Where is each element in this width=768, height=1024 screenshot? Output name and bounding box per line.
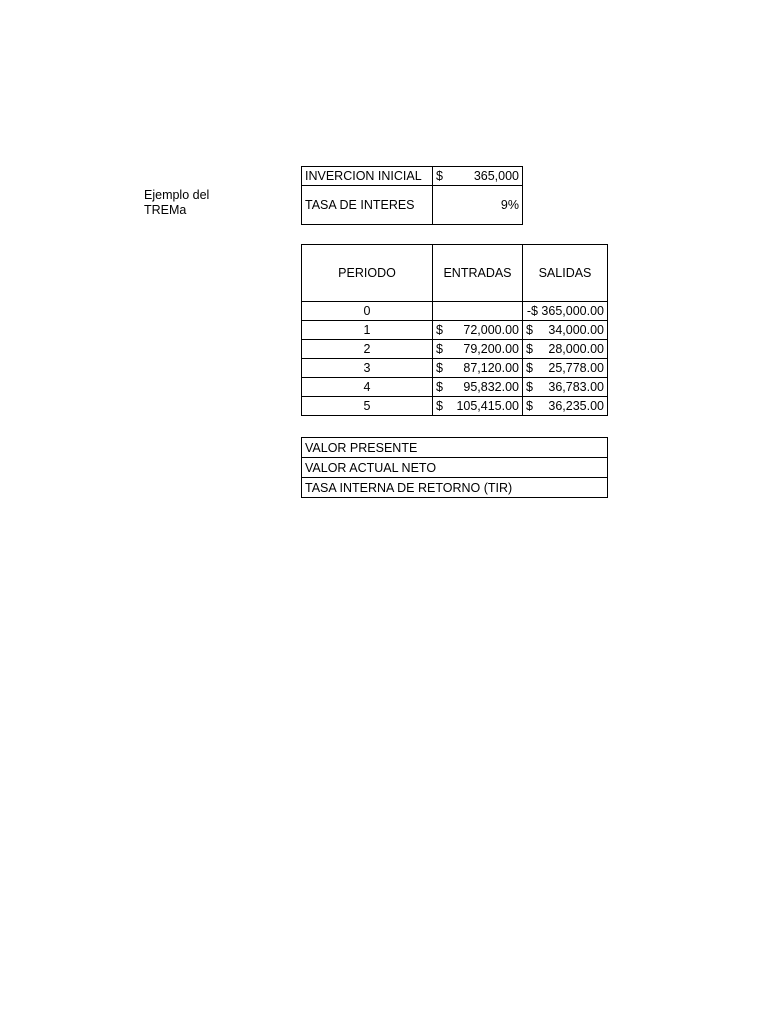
investment-value: 365,000 xyxy=(473,169,519,183)
header-periodo[interactable]: PERIODO xyxy=(302,245,433,302)
period-cell[interactable]: 5 xyxy=(302,397,433,416)
inflow-cell[interactable] xyxy=(433,359,523,378)
result-row xyxy=(302,478,608,498)
rate-label[interactable]: TASA DE INTERES xyxy=(302,186,433,225)
table-row xyxy=(302,359,608,378)
outflow-value: 34,000.00 xyxy=(548,323,604,337)
outflow-value: 36,783.00 xyxy=(548,380,604,394)
tir-cell[interactable]: TASA INTERNA DE RETORNO (TIR) xyxy=(302,478,608,498)
currency-symbol: $ xyxy=(436,380,443,394)
period-cell[interactable]: 0 xyxy=(302,302,433,321)
currency-symbol: $ xyxy=(436,342,443,356)
table-row xyxy=(302,302,608,321)
period-cell[interactable]: 4 xyxy=(302,378,433,397)
currency-symbol: $ xyxy=(526,323,533,337)
outflow-cell[interactable] xyxy=(523,321,608,340)
valor-actual-neto-cell[interactable]: VALOR ACTUAL NETO xyxy=(302,458,608,478)
table-row xyxy=(302,321,608,340)
inflow-value: 95,832.00 xyxy=(463,380,519,394)
rate-row xyxy=(302,186,523,225)
investment-row xyxy=(302,167,523,186)
currency-symbol: $ xyxy=(526,380,533,394)
currency-symbol: $ xyxy=(436,399,443,413)
outflow-value: 25,778.00 xyxy=(548,361,604,375)
currency-symbol: $ xyxy=(436,323,443,337)
inflow-value: 87,120.00 xyxy=(463,361,519,375)
investment-value-cell[interactable] xyxy=(433,167,523,186)
header-entradas[interactable]: ENTRADAS xyxy=(433,245,523,302)
results-table xyxy=(301,437,608,498)
currency-symbol: $ xyxy=(526,361,533,375)
inputs-table xyxy=(301,166,523,225)
inflow-cell[interactable] xyxy=(433,302,523,321)
currency-symbol: $ xyxy=(436,361,443,375)
outflow-cell[interactable] xyxy=(523,378,608,397)
initial-outflow-cell[interactable]: -$ 365,000.00 xyxy=(523,302,608,321)
header-salidas[interactable]: SALIDAS xyxy=(523,245,608,302)
result-row xyxy=(302,458,608,478)
period-cell[interactable]: 1 xyxy=(302,321,433,340)
outflow-cell[interactable] xyxy=(523,340,608,359)
outflow-cell[interactable] xyxy=(523,359,608,378)
inflow-cell[interactable] xyxy=(433,321,523,340)
table-row xyxy=(302,378,608,397)
period-cell[interactable]: 3 xyxy=(302,359,433,378)
inflow-cell[interactable] xyxy=(433,340,523,359)
inflow-value: 72,000.00 xyxy=(463,323,519,337)
period-cell[interactable]: 2 xyxy=(302,340,433,359)
currency-symbol: $ xyxy=(526,399,533,413)
cash-flow-table xyxy=(301,244,608,416)
inflow-value: 79,200.00 xyxy=(463,342,519,356)
table-header-row xyxy=(302,245,608,302)
inflow-cell[interactable] xyxy=(433,397,523,416)
table-row xyxy=(302,340,608,359)
outflow-value: 36,235.00 xyxy=(548,399,604,413)
sheet-note: Ejemplo del TREMa xyxy=(144,188,210,217)
currency-symbol: $ xyxy=(526,342,533,356)
table-row xyxy=(302,397,608,416)
investment-label[interactable]: INVERCION INICIAL xyxy=(302,167,433,186)
rate-value[interactable]: 9% xyxy=(433,186,523,225)
currency-symbol: $ xyxy=(436,169,443,183)
result-row xyxy=(302,438,608,458)
outflow-value: 28,000.00 xyxy=(548,342,604,356)
inflow-cell[interactable] xyxy=(433,378,523,397)
outflow-cell[interactable] xyxy=(523,397,608,416)
valor-presente-cell[interactable]: VALOR PRESENTE xyxy=(302,438,608,458)
inflow-value: 105,415.00 xyxy=(456,399,519,413)
